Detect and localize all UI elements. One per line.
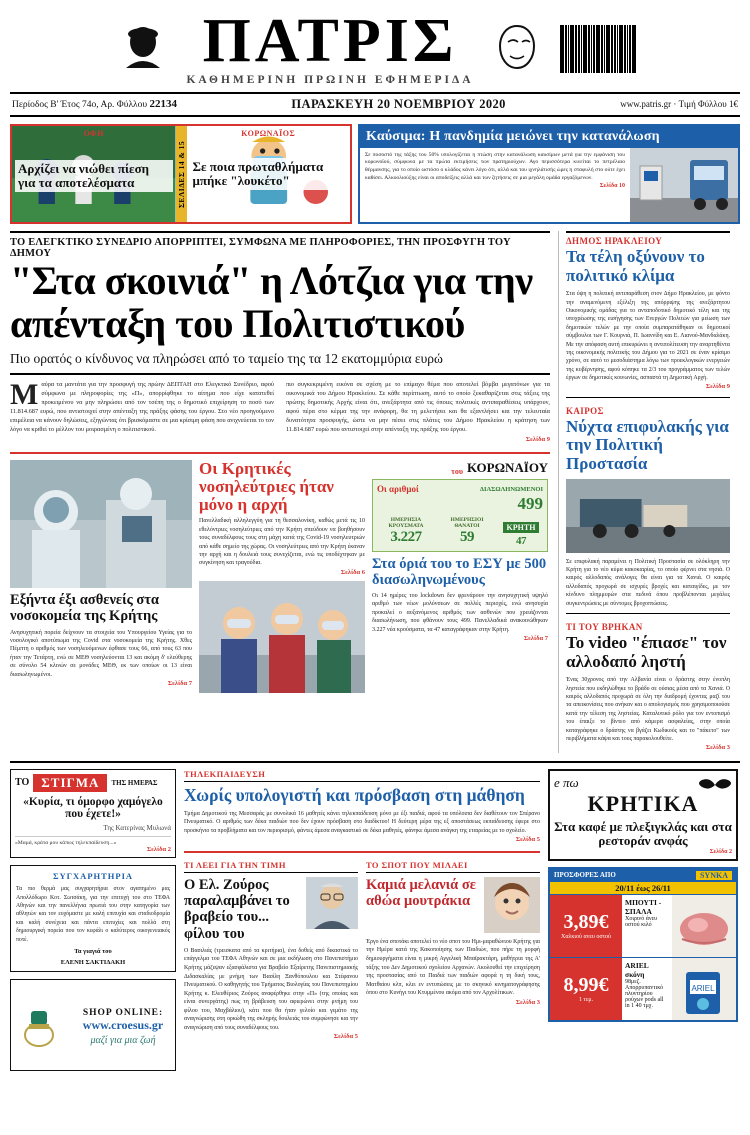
congratulations-box [10,865,176,972]
ad-row-1-unit: Χαλκιού ανευ οστού [561,934,611,941]
band-hospitals-image [10,460,192,588]
shop-title: SHOP ONLINE: [82,1008,164,1018]
stats-deaths-cell [438,517,496,547]
stats-crete-value: 47 [516,535,526,548]
kritika-brand-prefix: e πω [554,774,579,790]
stats-sub-ref: Σελίδα 7 [523,635,548,642]
ad-header [550,869,736,882]
band-nurses-body [199,517,365,576]
promo-fuel-image [630,148,738,220]
stigma-label-left: ΤΟ [15,777,30,789]
zouros-headline: Ο Ελ. Ζούρος παραλαμβάνει το βραβείο του... φίλου του [184,876,290,942]
tele-headline: Χωρίς υπολογιστή και πρόσβαση στη μάθηση [184,784,525,805]
right-block1-text: Στα ύψη η πολιτική αντιπαράθεση στον Δήμο Ηρακλείου, με φόντο την αναμενόμενη εξέλιξη της απόρριψης της ανεξάρτητου Οικονομικής ομάδας για το ανταποδοτικό δημοτικό τέλη και της υποχρέωσης της εισήγησης των Ενεργών Πολιτών για μείωση των δημοτικών τελών με την οποία συμπαρατάθηκαν οι δημοτικοί σύμβουλοι των Γ. Κουρνιά, Π. Ιωαννίδη και Ε. Λιανού-Μανδαλάκη. Με την απόφαση αυτή επικυρώνει η αντιπολίτευση την αναρτηθέντα της οικονομικής πολιτικής του Δήμου για το 2021 σε έναν κρίσιμο χρόνο, σε αυτό το μεσοδιάστημα λόγω των προεκλογικών ενεργειών της κυβέρνησης, αφού κόπηκε τα 2/3 του προγράμματος των τελών έργων σε δημοτικές κοινωνίες, ασπαστά τη Δημοτική Αρχή. [566,291,730,382]
ad-row-1[interactable] [550,894,736,957]
tele-ref: Σελίδα 5 [515,836,540,844]
newspaper-subtitle: ΚΑΘΗΜΕΡΙΝΗ ΠΡΩΙΝΗ ΕΦΗΜΕΡΙΔΑ [186,73,474,86]
right-block-municipality[interactable] [566,231,730,392]
ad-row-1-title: ΜΠΟΥΤΙ - ΣΠΑΛΑ [625,898,662,917]
right-block2-headline: Νύχτα επιφυλακής για την Πολιτική Προστασία [566,416,729,473]
promo-sports-box[interactable] [10,124,352,224]
stigma-label-red: ΣΤΙΓΜΑ [33,774,107,792]
top-promo-strip [10,124,740,224]
band-nurses-ref: Σελίδα 6 [340,568,365,576]
stigma-label-sub: ΤΗΣ ΗΜΕΡΑΣ [111,778,158,787]
band-stats [372,460,548,692]
zouros-article[interactable] [184,860,358,1042]
band-nurses-headline: Οι Κρητικές νοσηλεύτριες ήταν μόνο η αρχή [199,459,334,514]
stigma-quote: «Κυρία, τι όμορφο χαμόγελο που έχετε!» [23,795,163,821]
kritika-box[interactable] [548,769,738,862]
right-divider-1 [566,397,730,398]
lead-headline-line2: απένταξη του Πολιτιστικού [10,300,465,346]
right-divider-2 [566,613,730,614]
promo-ofi[interactable] [12,126,176,222]
stats-intubated-value: 499 [517,494,543,514]
ad-row-1-text: Χοιρινό άνευ οστού κιλό [625,916,658,929]
right-block2-kicker: ΚΑΙΡΟΣ [566,405,604,416]
lead-headline-line1: "Στα σκοινιά" η Λότζια για την [10,257,533,303]
ad-row-2[interactable] [550,957,736,1020]
stats-row [377,517,543,547]
logo-right-icon [488,20,546,78]
promo-corona-text [190,129,348,190]
shop-url[interactable]: www.croesus.gr [82,1018,164,1032]
promo-corona-sports[interactable] [187,126,351,222]
stigma-ref: Σελίδα 2 [146,846,171,854]
spot-article[interactable] [366,860,540,1042]
ad-row-2-price: 8,99€ [563,974,609,997]
main-right-column [558,231,730,753]
spot-kicker: ΤΟ ΣΠΟΤ ΠΟΥ ΜΙΛΑΕΙ [366,860,540,873]
shop-ad-box[interactable] [10,979,176,1071]
promo-corona-kicker: ΚΟΡΩΝΑΪΟΣ [241,128,296,138]
tele-kicker: ΤΗΛΕΚΠΑΙΔΕΥΣΗ [184,769,540,782]
main-content [10,231,740,753]
band-nurses-image [199,581,365,693]
promo-fuel-text [360,148,630,220]
right-block3-ref: Σελίδα 3 [705,744,730,752]
website-price: www.patris.gr · Τιμή Φύλλου 1€ [620,99,738,110]
right-block-robbery[interactable] [566,619,730,753]
congrat-body: Τα πιο θερμά μας συγχαρητήρια στον αγαπημένο μας Απολλόδωρο Κοτ. Σωτσάκη, για την επιτυχή του στο ΤΕΦΑ Αθηνών και την πανελλήνια πρωτιά του στην κατηγορία των αθλητών και τον ευχόμαστε με καλή επιτυχία και σταδιοδρομία και καλή συνέχεια και πάντα επιτυχίες και πολλά στη δημιουργική πορεία που τον κεφάλι ο καλύτερος οικογενειακός ποτέ. [16,886,170,943]
bottom-two-column [184,860,540,1042]
promo-corona-headline: Σε ποια πρωταθλήματα μπήκε "λουκέτο" [192,158,324,188]
bottom-col-right [548,769,738,1071]
bottom-divider-red [184,851,540,853]
stats-crete-label: ΚΡΗΤΗ [503,522,540,533]
right-block2-body: Σε επιφυλακή παραμένει η Πολιτική Προστασία σε ολόκληρη την Κρήτη για το νέο κύμα κακοκαιρίας, το οποίο φέρνει στα νησιά. Ο καιρός αλλοδαπός ανάλογες θα είναι για τα Χανιά. Ο καιρός αλλοδαπός προχωρά σε ισχυρές βροχές και καταιγίδες, με τον κίνδυνο πλημμυρών στα πεδινά όπου προβλέπονται μεγάλες συγκεντρώσεις με σύντομες βροχοπτώσεις. [566,558,730,607]
ad-offers-label: ΠΡΟΣΦΟΡΕΣ ΑΠΟ [554,871,616,880]
stats-cases-value: 3.227 [390,529,422,546]
stats-deaths-label: ΗΜΕΡΗΣΙΟΙ ΘΑΝΑΤΟΙ [450,517,484,530]
promo-fuel-box[interactable] [358,124,740,224]
kritika-sub: Στα καφέ με πλεξιγκλάς και στα ρεστοράν ανφάς [554,818,732,849]
right-block3-kicker: ΤΙ ΤΟΥ ΒΡΗΚΑΝ [566,621,643,632]
right-block1-ref: Σελίδα 9 [705,383,730,391]
band-hospitals-ref: Σελίδα 7 [167,679,192,687]
stigma-header [15,774,171,792]
promo-fuel-paragraph: Σε ποσοστό της τάξης του 50% υπολογίζεται η πτώση στην κατανάλωση καυσίμων μετά για την εμφάνιση του κορωνοϊού, σύμφωνα με τα πρώτα εκτιμήσεις των πρατηριούχων. Αγο περισσότερα κινείται το πετρέλαιο θέρμανσης, για το οποίο ωστόσο ο κλάδος κάνει λόγο ότι, αλλά και του ιχνηλάτισής ώρες η σταφυλή στο ούτε έχει καθίσει. Αλκοολιούξης είναι οι αποδείξεις αλλά και των ζητήσεις σε μια μεγάλη ομάδα εργαζόμενων. [365,151,625,181]
tele-education-article[interactable] [184,769,540,845]
stigma-box[interactable] [10,769,176,859]
lead-ref: Σελίδα 9 [525,436,550,444]
newspaper-title: ΠΑΤΡΙΣ [202,7,458,75]
lead-body-col2-wrap [286,381,550,444]
lead-overline: ΤΟ ΕΛΕΓΚΤΙΚΟ ΣΥΝΕΔΡΙΟ ΑΠΟΡΡΙΠΤΕΙ, ΣΥΜΦΩΝΑ ΜΕ ΠΛΗΡΟΦΟΡΙΕΣ, ΤΗΝ ΠΡΟΣΦΥΓΗ ΤΟΥ ΔΗΜΟΥ [10,231,550,259]
spot-body [366,938,540,1007]
promo-fuel-ref: Σελίδα 10 [599,183,625,190]
stats-numbers-label: Οι αριθμοί [377,484,419,495]
zouros-kicker: ΤΙ ΛΕΕΙ ΓΙΑ ΤΗΝ ΤΙΜΗ [184,860,358,873]
ad-row-1-image [672,895,736,957]
band-hospitals-body [10,629,192,688]
lead-body-col1: Μαύρα τα μαντάτα για την προσφυγή της πρώην ΔΕΠΤΑΗ στο Ελεγκτικό Συνέδριο, αφού σύμφωνα με πληροφορίες της «Π», απορρίφθηκε το αίτημα που είχε κατατεθεί προκειμένου να μην πληρώσει από τον τσέπη της ο δημοτικό επιχείρηση το ποσό των 11.814.687 ευρώ, που αντιστοιχεί στην απένταξη της πράξης φάσης του έργου. Στο νέο προηγούμενο επιμέλεια να κάνουν δηλώσεις, εξηγώντας ότι βρισκόμαστε σε μια κρίσιμη φάση που ανιχνεύεται το τον λόγο να κριθεί το μέλλον του μοιρασμένη ο πολιτιστικού. [10,378,274,434]
ad-row-2-price-box [550,958,622,1020]
kritika-ref: Σελίδα 2 [709,849,732,856]
zouros-text: Ο Βασιλιάς (τρεισκατα από τα κριτήρια), ένα δοθείς από δικαστικά το επάγγελμα του ΤΕΦΑ Αθηνών και σε μια εκδήλωση στο Πανεπιστήμιο Κρήτης μάζεψαν εξασφάλιστα για Βραβείο Εξαίρετης Πανεπιστημιακής Διδασκαλίας με μνήμη των Βασίλη Ξανθόπουλου και Στέφανου Πνευματικού. Ο καθηγητής του Τμήματος Βιολογίας του Πανεπιστημίου Κρήτης κ. Ελευθέριος Ζούρος αναφέρθηκε στην «Π» (της οποίας και είναι συνεργάτης) πως τη βράβευση του αφιερώνει στην μνήμη του φίλου του, Μαχβάλιου), κάτι που θα ήταν γελοίο και γεμάτο της αναγνώρισης στη ορκώθη της σκληρής δουλειάς του συμφώνησε και την αναγνώριση από τους συναδέλφους του. [184,947,358,1031]
ad-row-1-price: 3,89€ [563,911,609,934]
stats-sub-headline: Στα όριά του το ΕΣΥ με 500 διασωληνωμένους [372,556,547,588]
right-block2-image [566,479,730,553]
svg-text:ARIEL: ARIEL [691,984,715,994]
masthead-info-bar [10,94,740,117]
stats-crete-cell [499,517,543,547]
ad-row-2-unit: 1 τεμ. [578,997,594,1004]
shop-ad-image [11,997,71,1053]
bottom-col-middle [184,769,540,1071]
barcode [560,25,636,73]
right-block3-headline: Το video "έπιασε" τον αλλοδαπό ληστή [566,632,727,671]
stats-deaths-value: 59 [460,529,474,546]
tele-body [184,810,540,845]
promo-ofi-headline: Αρχίζει να νιώθει πίεση για τα αποτελέσματα [18,160,150,190]
masthead [10,8,740,86]
tele-text: Τμήμα Δημοτικού της Μεσσαράς με συνολικά 16 μαθητές κάνει τηλεκπαίδευση μόνο με έξι παιδιά, αφού τα υπόλοιπα δεν διαθέτουν τον Σπέρανο Πνευματικό. Ο αριθμός των δέκα παιδιών που δεν έχουν πρόσβαση στο διαδίκτυο! Η δεύτερη μέρα της εξ αποστάσεως εκπαίδευσης έφερε στο προσκήνιο τα προβλήματα και τον περιορισμό, φάντες άμεσα αναγκαστικό σε δέκα μαθητές, φάνηκε άμεσα ανάγκη της εταιρείας με το σχολείο. [184,810,540,834]
zouros-ref: Σελίδα 5 [333,1033,358,1041]
issue-info [12,98,177,110]
right-block-weather[interactable] [566,403,730,608]
spot-child-photo [484,877,540,933]
band-nurses-text: Πανελλαδική αλληλεγγύη για τη θεσσαλονίκη, καθώς μετά τις 10 εθελόντριες νοσηλεύτριες από την Κρήτη σπεύδουν να βοηθήσουν τους συναδέλφους τους στη μάχη κατά της Covid-19 νοσηλευτριών από κάθε σημείο της χώρας. Οι νοσηλεύτριες από την Κρήτη έκαναν την αρχή και η δουλειά τους συνεχίζεται, ενώ τις υποδέχτηκαν με συγκίνηση και τραγούδια. [199,518,365,567]
middle-band [10,452,550,692]
band-hospitals-text: Ανησυχητική πορεία δείχνουν τα στοιχεία του Υπουργείου Υγείας για το νοσολογικό αποτύπωμα της Covid στα νοσοκομεία της Κρήτης. Χθες Πέμπτη ο αριθμός των νοσηλευόμενων έφθασε τους 66, από τους 63 που ήταν την Τετάρτη, ενώ σε ΜΕΘ νοσηλεύονται 13 και ακόμη δ' ελεύθερης σε σύνολο 54 κλινών σε μονάδες MEΘ, εκ των οποίων οι 13 είναι διασωληνωμένοι. [10,629,192,678]
stats-title: ΚΟΡΩΝΑΪΟΥ [466,460,548,476]
supermarket-ad[interactable] [548,867,738,1022]
stats-small-title: του [451,467,463,477]
band-nurses[interactable] [199,460,365,692]
ad-row-1-desc [622,895,672,957]
zouros-portrait [306,877,358,942]
band-hospitals-headline: Εξήντα έξι ασθενείς στα νοσοκομεία της Κρήτης [10,592,160,624]
logo-left-icon [114,20,172,78]
spot-ref: Σελίδα 3 [515,998,540,1006]
zouros-body [184,947,358,1042]
ad-row-1-price-box [550,895,622,957]
lead-body [10,378,550,444]
band-hospitals[interactable] [10,460,192,692]
right-block1-kicker: ΔΗΜΟΣ ΗΡΑΚΛΕΙΟΥ [566,231,730,246]
right-block3-body [566,676,730,752]
issue-number: 22134 [149,98,177,111]
masthead-center [186,7,474,86]
stats-sub-body [372,592,548,643]
promo-fuel-headline: Καύσιμα: Η πανδημία μειώνει την κατανάλωση [360,126,738,148]
ad-row-2-title: ARIEL σκόνη [625,961,649,980]
promo-ofi-kicker: ΟΦΗ [83,128,105,138]
kritika-title: ΚΡΗΤΙΚΑ [587,790,699,816]
right-block1-body [566,290,730,391]
stats-cases-label: ΗΜΕΡΗΣΙΑ ΚΡΟΥΣΜΑΤΑ [388,517,424,530]
ad-row-2-image [672,958,736,1020]
ad-row-2-text: 98μεζ. Απορρυπαντικό πλυντηρίου ρούχων pods all in 1 40 τμχ. [625,979,664,1010]
stats-intubated-label: ΔΙΑΣΩΛΗΝΩΜΕΝΟΙ [479,485,543,493]
stats-sub-text: Οι 14 ημέρες του lockdown δεν φρενάρουν την ανησυχητική υψηλό αριθμό των νέων μολύνσεων σε πολλές περιοχές, ενώ ανησυχία προκαλεί ο αυξανόμενος αριθμός των ασθενών που χρειάζονται διασωλήνωση, που φθάνουν τους 499. Πανελλαδικά ανακοινώθηκαν 3.227 νέα κρούσματα, τα 47 καταγράφηκαν στην Κρήτη. [372,593,548,633]
bottom-section [10,761,740,1071]
issue-label: Περίοδος Β' Έτος 74ο, Αρ. Φύλλου [12,100,148,111]
ad-dates: 20/11 έως 26/11 [550,882,736,894]
congrat-sign-1: Τα γιαγιά του [74,948,112,955]
lead-subheadline: Πιο ορατός ο κίνδυνος να πληρώσει από το ταμείο της τα 12 εκατομμύρια ευρώ [10,351,550,375]
stats-cases-cell [377,517,435,547]
stats-box [372,479,548,552]
ad-row-2-desc [622,958,672,1020]
promo-pages-tag: ΣΕΛΙΔΕΣ 14 & 15 [176,126,187,222]
publication-date: ΠΑΡΑΣΚΕΥΗ 20 ΝΟΕΜΒΡΙΟΥ 2020 [291,96,506,111]
right-block3-text: Ένας 30χρονος από την Αλβανία είναι ο δράστης στην ένοπλη ληστεία που εκδηλώθηκε το βράδυ σε ούσιας μέσα από τα Χανιά. Ο καιρός αλλοδαπός προχωρά σε όλη την διαδρομή έχοντας μαζί του τα απεικονίσεις που ανήκαν και ο απολογισμός που χρησιμοποιούσε κατά την τέλεση της ληστείας. Καταλυτικό ρόλο για τον εντοπισμό του έπαιξε το βίντεο από κάμερα ασφαλείας, στην οποία καταγράφηκε ο δράστης να βγάζει Κωδικούς και το "πάκετο" των περιβλήματα κάψα και τους παρακολουθείτε. [566,677,730,742]
stigma-byline: Της Κατερίνας Μυλωνά [103,824,171,833]
lead-body-col2: πιο συγκεκριμένη εικόνα σε σχέση με το επίμαχο θέμα που αποτελεί βόμβα μεγατόνων για τα οικονομικά του Δήμου Ηρακλείου. Σε κάθε περίπτωση, αυτό το οποίο ξεκαθαρίζεται στις τάξεις της πρώτης δημοτικής Αρχής είναι ότι, ανεξάρτητα από τις όποιες πολιτικές αντιπαραθέσεις υπάρχουν, αφού πέρα στο κέρμα της την ανάφορη, θα τη μελετήσει και θα εξαντλήσει και την τελευταία δυνατότητα προσφυγής, ώστε να μην πέσει στις πλάτες του Δήμου Ηρακλείου η κράτηση των 11.814.687 ευρώ που αντιστοιχεί στην απένταξη της πράξης του έργου. [286,381,550,434]
stigma-note-text: «Μαμά, κράτα μου κάπως τηλεκπαίδευση...» [15,840,117,847]
mustache-icon [698,776,732,790]
shop-slogan: μαζί για μια ζωή [90,1035,156,1046]
bottom-col-left [10,769,176,1071]
spot-headline: Καμιά μελανιά σε αθώα μουτράκια [366,876,476,910]
spot-text: Έργο ένα σποτάκι αποτελεί το νέο σποτ του Ημι-μαραθώνιου Κρήτης για την Ημέρα κατά της Κακοποίησης των Παιδιών, που πήρε τη μορφή δημιουργήματα είναι η μικρή Αγγελική Μπαϊρακτάρη, μαθήτρια της Α' τάξης του Δεν Δημοτικού σχολείου Αρχανών. Ακολουθεί την επιχείρηση της προστασίας από τα Παιδιά των παιδιών αφορά η τη δική τους, Ματθαίου κλπ, κλει εν εντυπώσεις με το σκηνικό κινηματογράφησης όπου στο Κυνήγι του Κτυμμένου ακόμα από τον Αρχολίτικων. [366,938,540,997]
congrat-title: ΣΥΓΧΑΡΗΤΗΡΙΑ [52,871,134,882]
ad-brand: SYNKA [696,871,732,880]
right-block1-headline: Τα τέλη οξύνουν το πολιτικό κλίμα [566,246,705,285]
stigma-note [15,836,171,853]
promo-ofi-text [15,129,173,192]
promo-fuel-body [360,148,738,220]
main-left-column [10,231,550,753]
congrat-sign-2: ΕΛΕΝΗ ΣΑΚΤΙΔΑΚΗ [60,959,126,966]
